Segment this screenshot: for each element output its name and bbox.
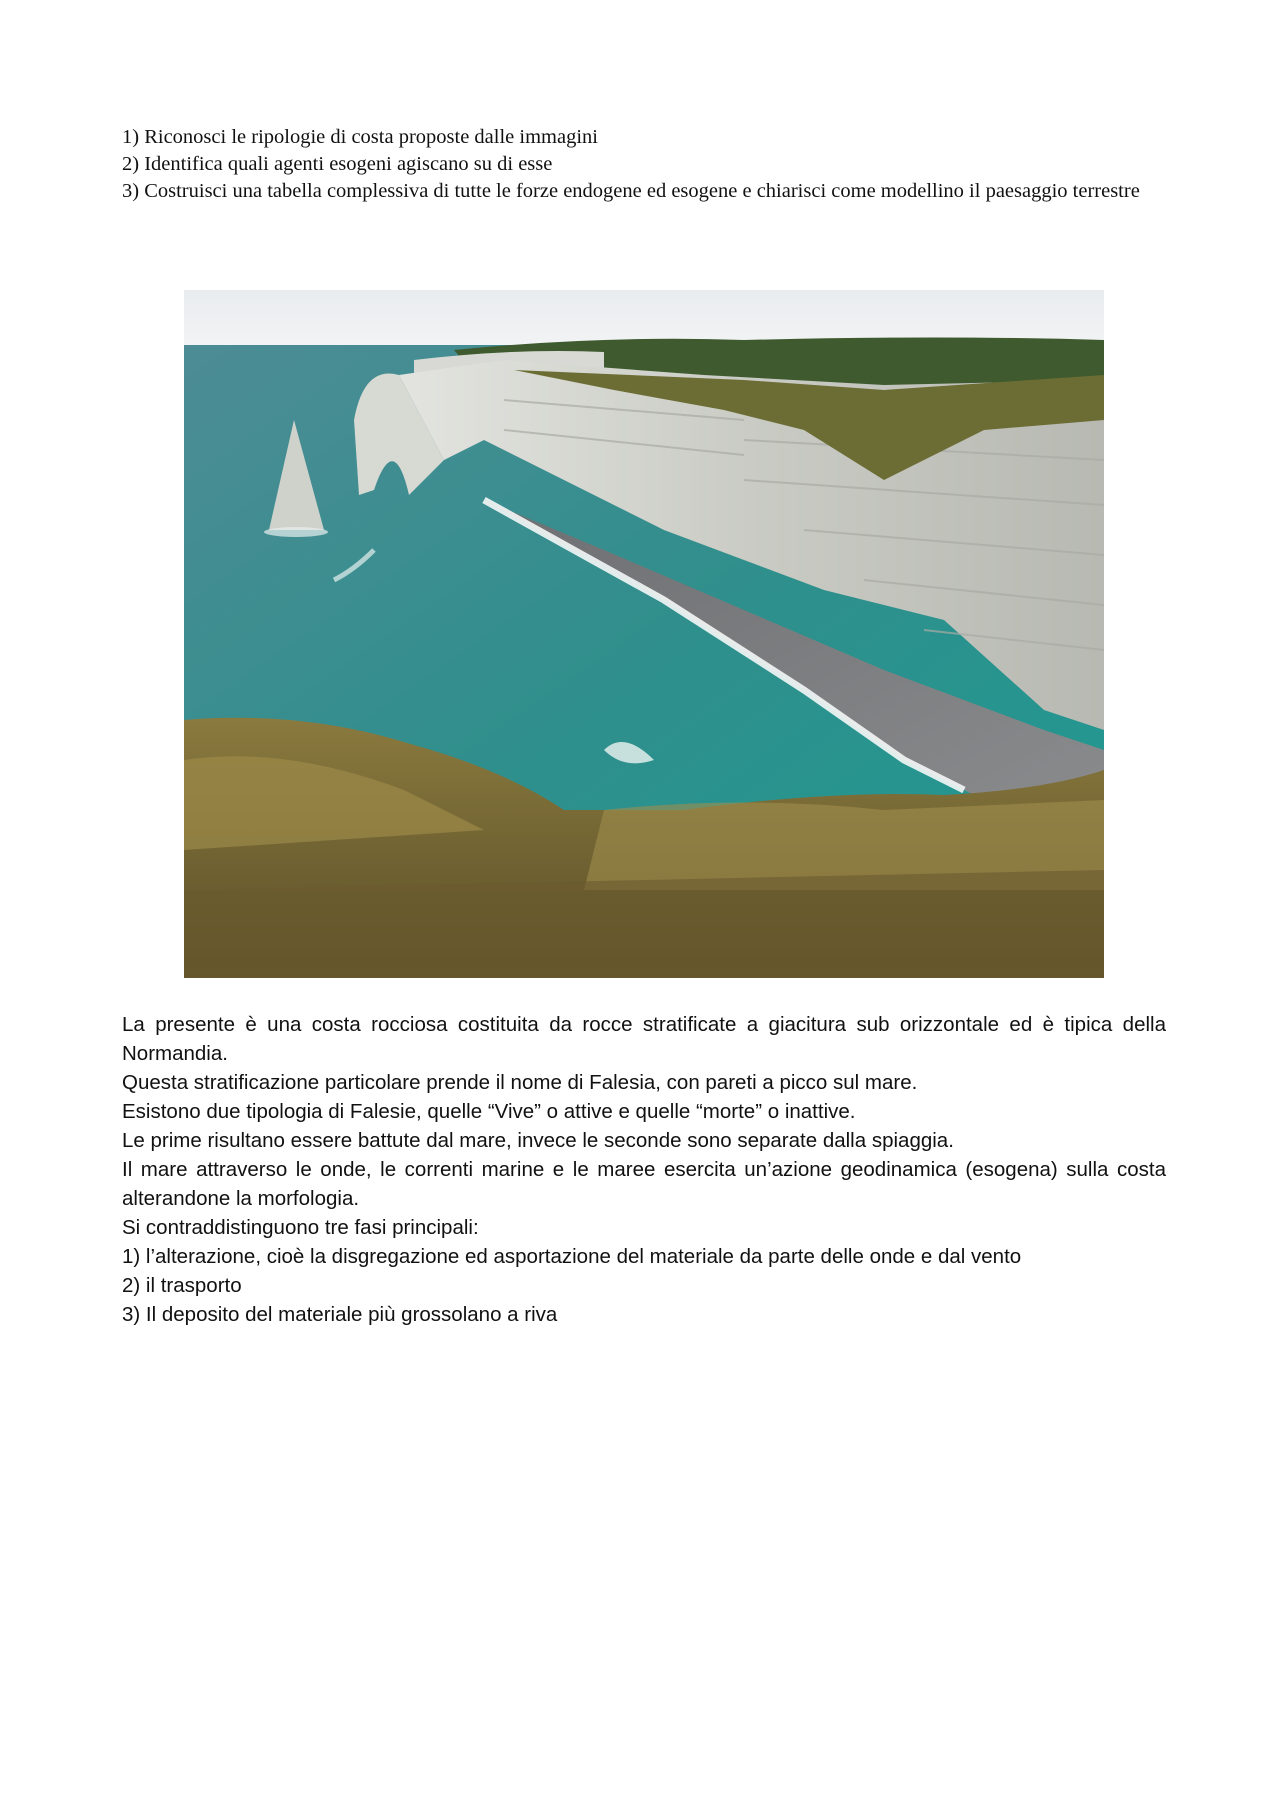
- coast-photo: [184, 290, 1104, 978]
- questions-list: [122, 124, 1162, 205]
- paragraph-phases-intro: Si contraddistinguono tre fasi principali:: [122, 1216, 479, 1239]
- question-1: 1) Riconosci le ripologie di costa proposte dalle immagini: [122, 126, 598, 148]
- question-3: 3) Costruisci una tabella complessiva di tutte le forze endogene ed esogene e chiarisci come modellino il paesaggio terrestre: [122, 180, 1140, 202]
- cliff-coast-illustration: [184, 290, 1104, 978]
- phase-1: 1) l’alterazione, cioè la disgregazione ed asportazione del materiale da parte delle onde e dal vento: [122, 1245, 1022, 1268]
- paragraph-intro: La presente è una costa rocciosa costituita da rocce stratificate a giacitura sub orizzontale ed è tipica della Normandia.: [122, 1013, 1166, 1065]
- paragraph-falesia: Questa stratificazione particolare prende il nome di Falesia, con pareti a picco sul mare.: [122, 1071, 918, 1094]
- paragraph-difference: Le prime risultano essere battute dal mare, invece le seconde sono separate dalla spiaggia.: [122, 1129, 954, 1152]
- description: [122, 1010, 1166, 1329]
- question-2: 2) Identifica quali agenti esogeni agiscano su di esse: [122, 153, 553, 175]
- phase-2: 2) il trasporto: [122, 1274, 242, 1297]
- paragraph-types: Esistono due tipologia di Falesie, quelle “Vive” o attive e quelle “morte” o inattive.: [122, 1100, 856, 1123]
- phase-3: 3) Il deposito del materiale più grossolano a riva: [122, 1303, 558, 1326]
- paragraph-sea-action: Il mare attraverso le onde, le correnti marine e le maree esercita un’azione geodinamica (esogena) sulla costa alterandone la morfologia.: [122, 1158, 1166, 1210]
